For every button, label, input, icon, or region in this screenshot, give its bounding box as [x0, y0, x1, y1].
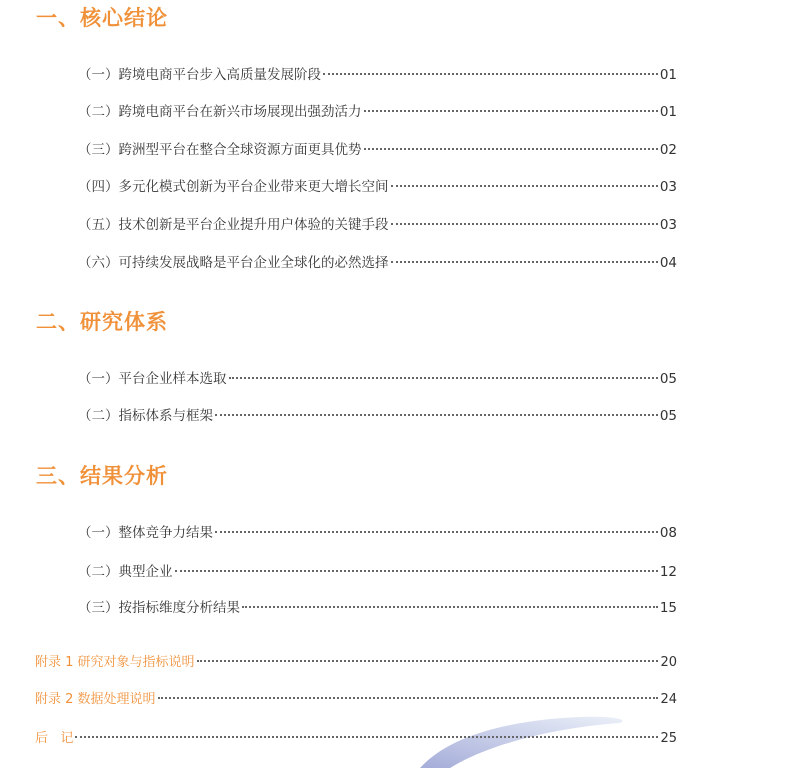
dot-leader	[75, 736, 658, 738]
toc-entry-label: （二）指标体系与框架	[78, 408, 213, 424]
toc-entry-label: （二）跨境电商平台在新兴市场展现出强劲活力	[78, 104, 362, 120]
toc-entry-label: （六）可持续发展战略是平台企业全球化的必然选择	[78, 255, 389, 271]
toc-entry-page: 05	[659, 371, 677, 387]
toc-entry-label: （一）整体竞争力结果	[78, 525, 213, 541]
toc-entry[interactable]	[78, 178, 677, 196]
dot-leader	[175, 570, 658, 572]
section-heading: 三、结果分析	[36, 464, 168, 488]
toc-entry[interactable]	[78, 407, 677, 425]
toc-entry-label: （一）跨境电商平台步入高质量发展阶段	[78, 67, 321, 83]
toc-entry[interactable]	[78, 216, 677, 234]
toc-entry[interactable]	[78, 141, 677, 159]
toc-entry-label: （四）多元化模式创新为平台企业带来更大增长空间	[78, 179, 389, 195]
dot-leader	[215, 531, 658, 533]
dot-leader	[242, 606, 658, 608]
toc-entry-page: 02	[659, 142, 677, 158]
toc-appendix-entry[interactable]	[35, 654, 677, 672]
toc-entry-page: 05	[659, 408, 677, 424]
toc-entry[interactable]	[78, 103, 677, 121]
toc-entry[interactable]	[78, 370, 677, 388]
toc-entry-label: 附录 1 研究对象与指标说明	[35, 655, 195, 670]
toc-appendix-entry[interactable]	[35, 730, 677, 748]
toc-entry-label: （五）技术创新是平台企业提升用户体验的关键手段	[78, 217, 389, 233]
toc-entry-page: 24	[660, 692, 677, 707]
dot-leader	[197, 660, 659, 662]
dot-leader	[391, 185, 658, 187]
toc-entry-label: （三）按指标维度分析结果	[78, 600, 240, 616]
dot-leader	[391, 223, 658, 225]
toc-entry-label: （一）平台企业样本选取	[78, 371, 227, 387]
dot-leader	[364, 110, 658, 112]
toc-entry-label: （三）跨洲型平台在整合全球资源方面更具优势	[78, 142, 362, 158]
toc-appendix-entry[interactable]	[35, 691, 677, 709]
dot-leader	[158, 697, 659, 699]
toc-entry-page: 03	[659, 217, 677, 233]
toc-entry-page: 04	[659, 255, 677, 271]
dot-leader	[391, 261, 658, 263]
toc-entry[interactable]	[78, 66, 677, 84]
toc-entry-page: 12	[659, 564, 677, 580]
dot-leader	[215, 414, 658, 416]
toc-entry[interactable]	[78, 254, 677, 272]
toc-entry-label: 后 记	[35, 731, 74, 746]
section-heading: 二、研究体系	[36, 310, 168, 334]
toc-entry-page: 15	[659, 600, 677, 616]
toc-entry-page: 01	[659, 67, 677, 83]
toc-entry-page: 20	[660, 655, 677, 670]
toc-entry-page: 08	[659, 525, 677, 541]
toc-entry-page: 25	[660, 731, 677, 746]
section-heading: 一、核心结论	[36, 6, 168, 30]
dot-leader	[229, 377, 658, 379]
dot-leader	[323, 73, 658, 75]
toc-entry[interactable]	[78, 524, 677, 542]
toc-entry[interactable]	[78, 599, 677, 617]
toc-entry[interactable]	[78, 563, 677, 581]
toc-entry-label: 附录 2 数据处理说明	[35, 692, 156, 707]
toc-entry-page: 03	[659, 179, 677, 195]
dot-leader	[364, 148, 658, 150]
toc-entry-label: （二）典型企业	[78, 564, 173, 580]
toc-entry-page: 01	[659, 104, 677, 120]
